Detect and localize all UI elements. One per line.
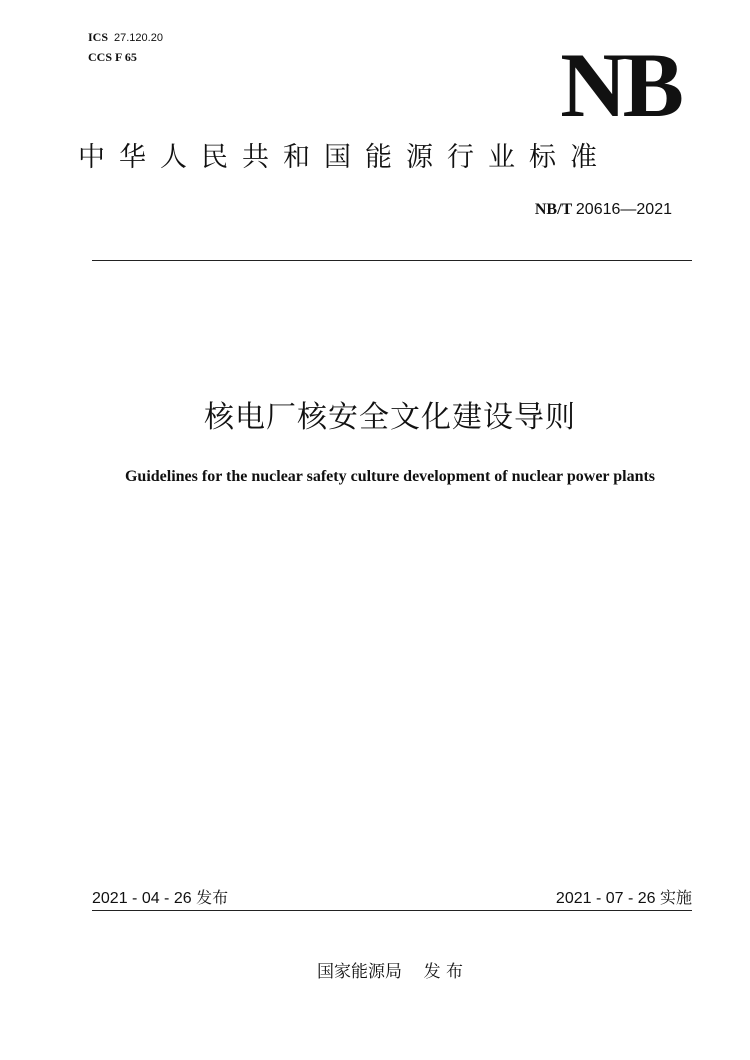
standard-number [440,201,672,219]
title-english: Guidelines for the nuclear safety culture development of nuclear power plants [124,468,656,485]
ics-label: ICS [88,30,109,44]
issue-date: 2021 - 04 - 26 发布 [92,890,229,907]
title-chinese: 核电厂核安全文化建设导则 [204,400,576,435]
standard-code: 20616—2021 [575,201,672,218]
top-divider [92,260,692,261]
ccs-code: CCS F 65 [88,50,137,64]
nb-logo: NB [560,34,680,136]
publisher: 国家能源局 发 布 [316,962,464,982]
organization-title: 中华人民共和国能源行业标准 [78,142,611,173]
implement-date: 2021 - 07 - 26 实施 [555,890,692,907]
ics-code [88,30,163,45]
ics-value: 27.120.20 [114,32,163,44]
bottom-divider [92,910,692,911]
standard-prefix: NB/T [534,201,572,218]
